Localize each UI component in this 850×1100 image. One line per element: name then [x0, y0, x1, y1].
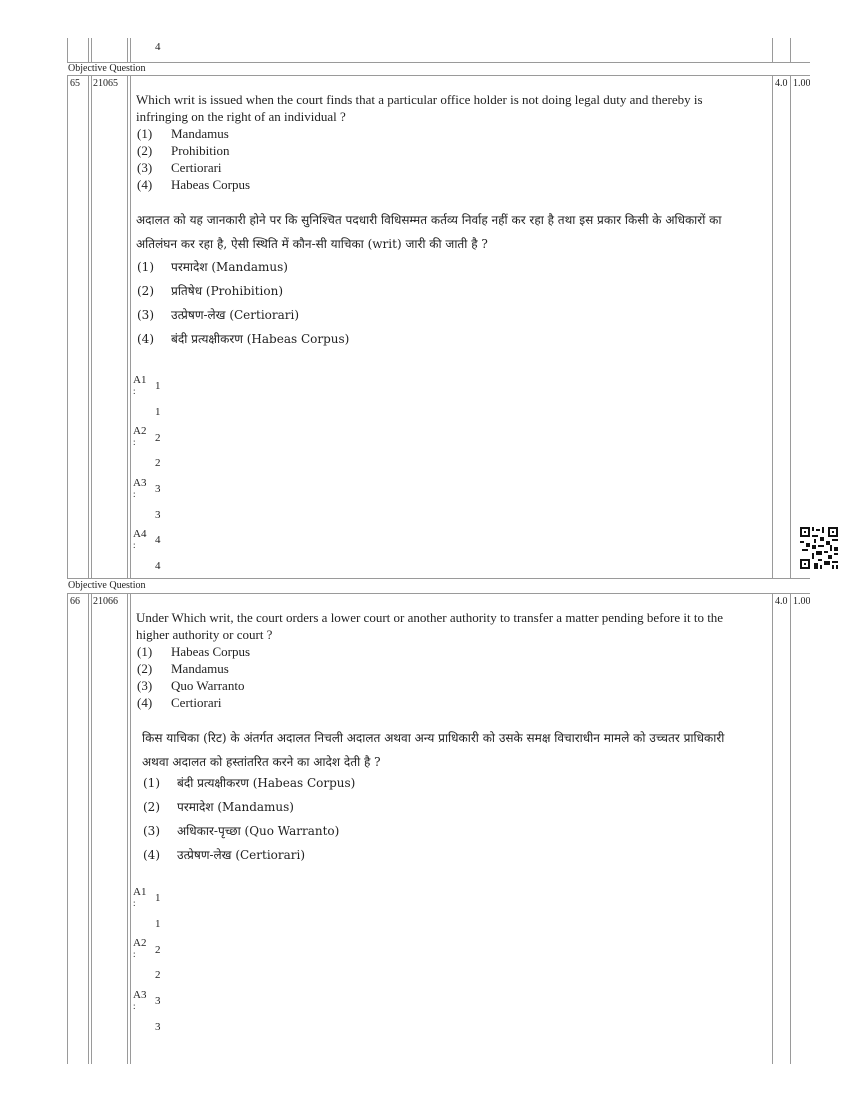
answer-value: 1	[155, 380, 161, 392]
english-options	[137, 643, 437, 711]
answer-label: A2	[133, 425, 147, 437]
option-row: (2) प्रतिषेध (Prohibition)	[137, 284, 284, 298]
question-marks: 4.0	[775, 596, 788, 607]
option-row: (4) उत्प्रेषण-लेख (Certiorari)	[143, 848, 306, 862]
answer-colon: :	[133, 949, 136, 959]
option-row: (1) परमादेश (Mandamus)	[137, 260, 288, 274]
question-number: 66	[70, 596, 80, 607]
answer-label: A3	[133, 989, 147, 1001]
option-row: (2) Mandamus	[137, 661, 229, 676]
hindi-options	[143, 771, 543, 867]
option-row: (3) Certiorari	[137, 160, 222, 175]
option-row: (3) Quo Warranto	[137, 678, 245, 693]
hindi-options	[137, 255, 537, 351]
option-row: (1) बंदी प्रत्यक्षीकरण (Habeas Corpus)	[143, 776, 356, 790]
answer-value: 3	[155, 483, 161, 495]
question-negative-marks: 1.00	[793, 596, 810, 607]
answer-value: 1	[155, 892, 161, 904]
option-row: (1) Mandamus	[137, 126, 229, 141]
qr-code-icon	[800, 527, 838, 569]
answer-value: 4	[155, 534, 161, 546]
option-row: (3) उत्प्रेषण-लेख (Certiorari)	[137, 308, 300, 322]
answer-value-secondary: 3	[155, 509, 161, 521]
answer-value-secondary: 2	[155, 457, 161, 469]
option-row: (2) Prohibition	[137, 143, 230, 158]
answer-value-secondary: 4	[155, 560, 161, 572]
answer-colon: :	[133, 540, 136, 550]
answer-colon: :	[133, 1001, 136, 1011]
answer-value: 3	[155, 995, 161, 1007]
option-row: (3) अधिकार-पृच्छा (Quo Warranto)	[143, 824, 340, 838]
english-options	[137, 125, 437, 193]
answer-label: A3	[133, 477, 147, 489]
option-row: (4) Certiorari	[137, 695, 222, 710]
answer-colon: :	[133, 489, 136, 499]
question-number: 65	[70, 78, 80, 89]
answer-value-secondary: 1	[155, 918, 161, 930]
answer-value: 4	[155, 41, 161, 53]
question-text-hindi: अदालत को यह जानकारी होने पर कि सुनिश्चित पदधारी विधिसम्मत कर्तव्य निर्वाह नहीं कर रहा है तथा इस प्रकार किसी के अधिकारों का अतिलंघन कर रहा है, ऐसी स्थिति में कौन-सी याचिका (writ) जारी की जाती है ?	[136, 213, 722, 251]
question-text-hindi: किस याचिका (रिट) के अंतर्गत अदालत निचली अदालत अथवा अन्य प्राधिकारी को उसके समक्ष विचाराधीन मामले को उच्चतर प्राधिकारी अथवा अदालत को हस्तांतरित करने का आदेश देती है ?	[142, 731, 725, 769]
answer-value-secondary: 1	[155, 406, 161, 418]
question-text-english: Under Which writ, the court orders a lower court or another authority to transfer a matter pending before it to the higher authority or court ?	[136, 610, 724, 642]
option-row: (1) Habeas Corpus	[137, 644, 251, 659]
answer-label: A2	[133, 937, 147, 949]
option-row: (4) Habeas Corpus	[137, 177, 251, 192]
answer-value: 2	[155, 944, 161, 956]
answer-colon: :	[133, 898, 136, 908]
answer-label: A1	[133, 374, 147, 386]
question-negative-marks: 1.00	[793, 78, 810, 89]
answer-value: 2	[155, 432, 161, 444]
question-id: 21066	[93, 596, 118, 607]
answer-label: A4	[133, 528, 147, 540]
option-row: (4) बंदी प्रत्यक्षीकरण (Habeas Corpus)	[137, 332, 350, 346]
answer-colon: :	[133, 386, 136, 396]
answer-value-secondary: 3	[155, 1021, 161, 1033]
option-row: (2) परमादेश (Mandamus)	[143, 800, 294, 814]
answer-value-secondary: 2	[155, 969, 161, 981]
question-id: 21065	[93, 78, 118, 89]
question-marks: 4.0	[775, 78, 788, 89]
answer-label: A1	[133, 886, 147, 898]
section-label: Objective Question	[68, 580, 146, 591]
section-label: Objective Question	[68, 63, 146, 74]
question-text-english: Which writ is issued when the court finds that a particular office holder is not doing legal duty and thereby is infringing on the right of an individual ?	[136, 92, 703, 124]
answer-colon: :	[133, 437, 136, 447]
